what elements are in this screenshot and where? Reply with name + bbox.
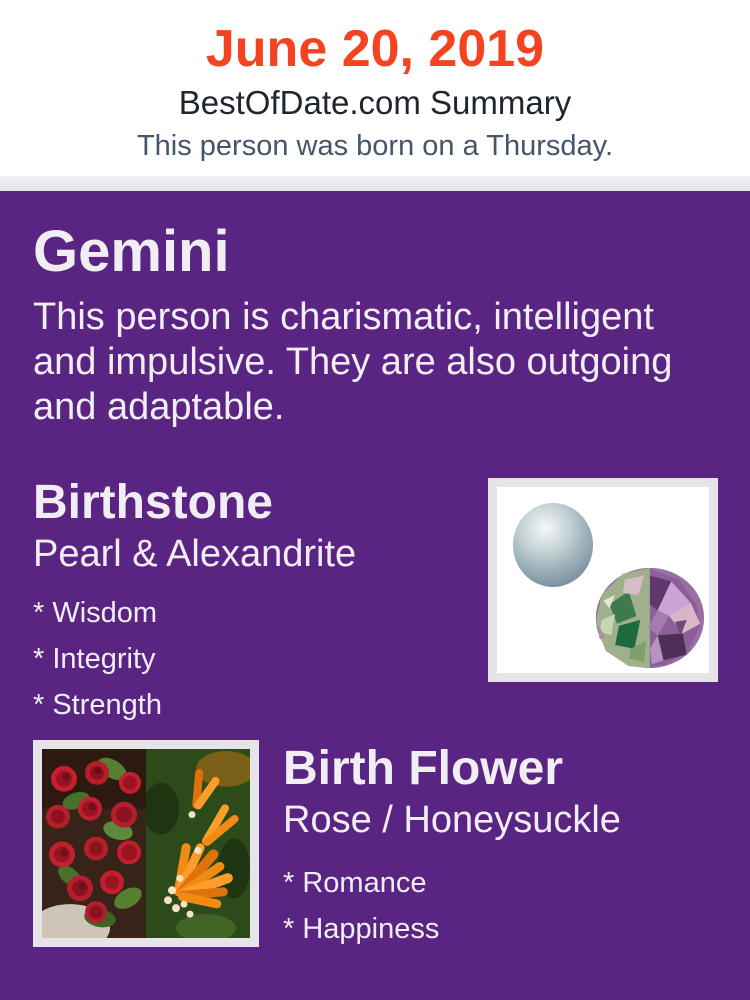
- birth-flower-image: [33, 740, 259, 947]
- honeysuckle-image: [146, 749, 250, 938]
- birthstone-image: [488, 478, 718, 682]
- birth-flower-section: [33, 740, 718, 947]
- alexandrite-image: [590, 566, 706, 670]
- zodiac-description: This person is charismatic, intelligent and impulsive. They are also outgoing and adaptable.: [33, 296, 673, 428]
- birth-flower-names: Rose / Honeysuckle: [283, 799, 621, 841]
- weekday-note: This person was born on a Thursday.: [136, 130, 614, 162]
- birthstone-text: [33, 476, 488, 722]
- birth-flower-trait: * Romance: [283, 867, 427, 899]
- pearl-image: [513, 503, 593, 587]
- summary-body: [0, 191, 750, 1000]
- birthstone-names: Pearl & Alexandrite: [33, 533, 357, 575]
- birth-flower-traits: [283, 866, 718, 946]
- roses-image: [42, 749, 146, 938]
- birthstone-trait: * Strength: [33, 689, 162, 721]
- birthstone-trait: * Integrity: [33, 643, 156, 675]
- page-header: [0, 0, 750, 176]
- date-title: June 20, 2019: [205, 20, 545, 78]
- birthstone-title: Birthstone: [33, 476, 273, 529]
- birth-flower-text: [283, 740, 718, 946]
- site-summary: BestOfDate.com Summary: [178, 84, 572, 121]
- zodiac-name: Gemini: [33, 219, 230, 284]
- header-divider: [0, 176, 750, 191]
- birthstone-traits: [33, 596, 488, 722]
- birthstone-trait: * Wisdom: [33, 597, 158, 629]
- zodiac-section: [33, 219, 718, 430]
- birthstone-section: [33, 476, 718, 722]
- birth-flower-trait: * Happiness: [283, 913, 440, 945]
- birth-flower-title: Birth Flower: [283, 742, 564, 795]
